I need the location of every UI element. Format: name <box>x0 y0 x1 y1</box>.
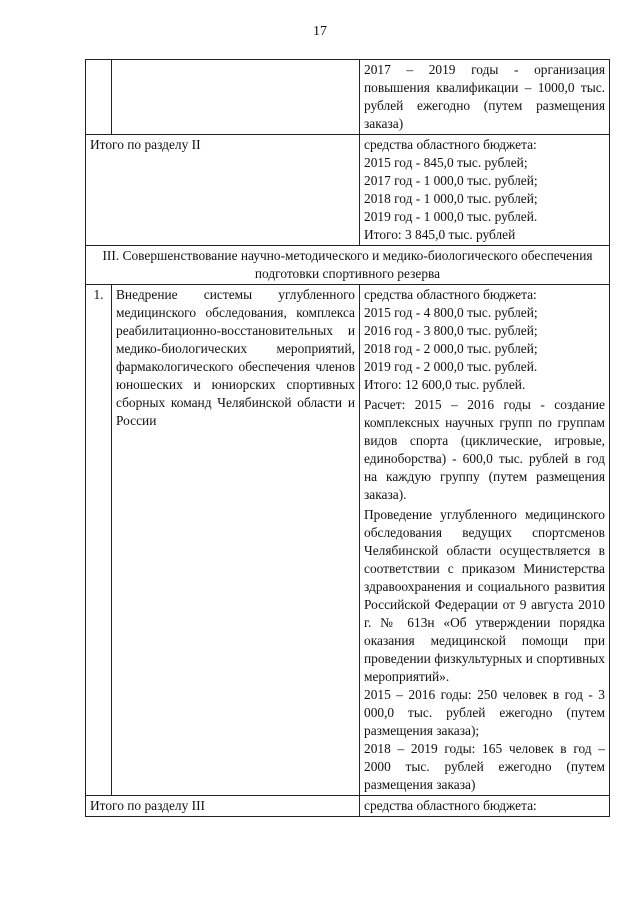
total-section-2-funding <box>360 135 610 246</box>
item-number: 1. <box>86 285 112 796</box>
funding-line: средства областного бюджета: <box>364 287 537 302</box>
funding-line: 2018 год - 2 000,0 тыс. рублей; <box>364 341 538 356</box>
section-3-title: III. Совершенствование научно-методического и медико-биологического обеспечения подготовки спортивного резерва <box>86 246 610 285</box>
qualification-text: 2017 – 2019 годы - организация повышения квалификации – 1000,0 тыс. рублей ежегодно (путем размещения заказа) <box>364 62 605 131</box>
table-row-section-3-header <box>86 246 610 285</box>
description-cell-empty <box>112 60 360 135</box>
funding-line: 2017 год - 1 000,0 тыс. рублей; <box>364 173 538 188</box>
funding-line: 2015 год - 4 800,0 тыс. рублей; <box>364 305 538 320</box>
total-section-3-funding: средства областного бюджета: <box>360 796 610 817</box>
funding-line: 2019 год - 1 000,0 тыс. рублей. <box>364 209 538 224</box>
funding-line: 2019 год - 2 000,0 тыс. рублей. <box>364 359 538 374</box>
funding-line: 2015 год - 845,0 тыс. рублей; <box>364 155 528 170</box>
funding-cell <box>360 60 610 135</box>
medical-exam-text: Проведение углубленного медицинского обследования ведущих спортсменов Челябинской области осуществляется в соответствии с приказом Министерства здравоохранения и социального развития Российской Федерации от 9 августа 2010 г. № 613н «Об утверждении порядка оказания медицинской помощи при проведении физкультурных и спортивных мероприятий». <box>364 507 605 684</box>
table-row-total-section-2 <box>86 135 610 246</box>
funding-total-line: Итого: 3 845,0 тыс. рублей <box>364 227 516 242</box>
funding-total-line: Итого: 12 600,0 тыс. рублей. <box>364 377 526 392</box>
funding-line: средства областного бюджета: <box>364 137 537 152</box>
calculation-text: Расчет: 2015 – 2016 годы - создание комплексных научных групп по группам видов спорта (циклические, игровые, единоборства) - 600,0 тыс. рублей в год на каждую группу (путем размещения заказа). <box>364 397 605 502</box>
funding-line: 2018 год - 1 000,0 тыс. рублей; <box>364 191 538 206</box>
table-row-total-section-3 <box>86 796 610 817</box>
table-row-continued <box>86 60 610 135</box>
total-section-2-label: Итого по разделу II <box>86 135 360 246</box>
period-2015-2016-text: 2015 – 2016 годы: 250 человек в год - 3 000,0 тыс. рублей ежегодно (путем размещения заказа); <box>364 687 605 738</box>
number-cell-empty <box>86 60 112 135</box>
period-2018-2019-text: 2018 – 2019 годы: 165 человек в год – 2000 тыс. рублей ежегодно (путем размещения заказа) <box>364 741 605 792</box>
funding-line: 2016 год - 3 800,0 тыс. рублей; <box>364 323 538 338</box>
item-funding-cell <box>360 285 610 796</box>
total-section-3-label: Итого по разделу III <box>86 796 360 817</box>
program-table <box>85 59 610 817</box>
page-number: 17 <box>313 24 327 39</box>
item-description: Внедрение системы углубленного медицинского обследования, комплекса реабилитационно-восстановительных и медико-биологических мероприятий, фармакологического обеспечения членов юношеских и юниорских спортивных сборных команд Челябинской области и России <box>112 285 360 796</box>
table-row-item-1 <box>86 285 610 796</box>
